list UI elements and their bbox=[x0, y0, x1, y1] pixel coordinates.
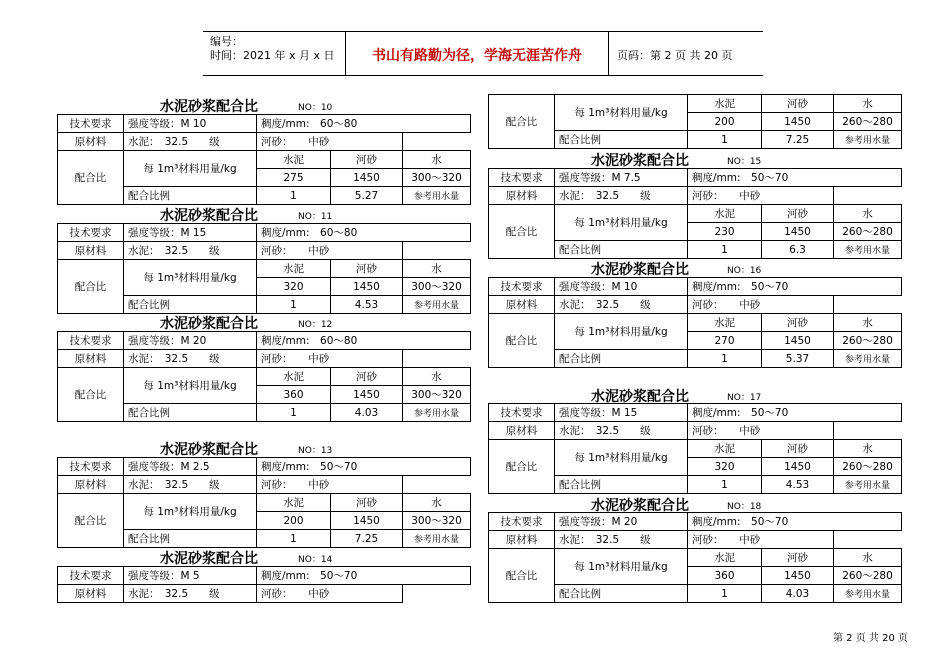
table-row bbox=[58, 368, 471, 386]
ratio-sand: 5.27 bbox=[331, 187, 403, 205]
ratio-label: 配合比例 bbox=[555, 476, 688, 494]
tech-req-label: 技术要求 bbox=[58, 224, 124, 242]
per-m3-label: 每 1m³材料用量/kg bbox=[555, 440, 688, 476]
qty-cement: 230 bbox=[688, 223, 762, 241]
cement-cell bbox=[124, 133, 257, 151]
col-cement-header: 水泥 bbox=[688, 205, 762, 223]
cement-cell bbox=[124, 242, 257, 260]
water-reference: 参考用水量 bbox=[834, 585, 902, 603]
sand-cell bbox=[257, 133, 403, 151]
table-row bbox=[58, 133, 471, 151]
cement-grade: 32.5 bbox=[164, 353, 189, 365]
qty-water: 300～320 bbox=[403, 386, 471, 404]
header-divider bbox=[608, 32, 609, 75]
qty-water: 300～320 bbox=[403, 512, 471, 530]
ratio-cement: 1 bbox=[688, 585, 762, 603]
strength-grade: 强度等级：M 2.5 bbox=[124, 458, 257, 476]
per-m3-label: 每 1m³材料用量/kg bbox=[555, 549, 688, 585]
sheet-title: 水泥砂浆配合比 bbox=[160, 208, 258, 224]
ratio-sand: 4.03 bbox=[762, 585, 834, 603]
sand-type: 中砂 bbox=[308, 353, 330, 365]
sand-label: 河砂： bbox=[692, 299, 719, 311]
table-row bbox=[489, 205, 902, 223]
cement-label: 水泥： bbox=[128, 479, 155, 491]
ratio-label: 配合比例 bbox=[124, 404, 257, 422]
raw-material-label: 原材料 bbox=[58, 585, 124, 603]
table-row bbox=[58, 567, 471, 585]
ratio-sand: 6.3 bbox=[762, 241, 834, 259]
table-row bbox=[489, 531, 902, 549]
sheet-title: 水泥砂浆配合比 bbox=[591, 389, 689, 405]
cement-grade-suffix: 级 bbox=[640, 425, 651, 437]
sand-label: 河砂： bbox=[692, 190, 719, 202]
cement-grade: 32.5 bbox=[595, 534, 620, 546]
consistency: 稠度/mm: 50～70 bbox=[688, 169, 902, 187]
raw-material-label: 原材料 bbox=[489, 296, 555, 314]
col-water-header: 水 bbox=[403, 151, 471, 169]
mix-ratio-table bbox=[488, 168, 902, 259]
sheet-number: NO：10 bbox=[298, 103, 333, 113]
sand-label: 河砂： bbox=[261, 479, 288, 491]
ratio-header-cell: 配合比 bbox=[489, 440, 555, 494]
header-page-label: 页码：第 2 页 共 20 页 bbox=[617, 49, 733, 62]
sand-label: 河砂： bbox=[261, 136, 288, 148]
sheet-number: NO：11 bbox=[298, 212, 333, 222]
sheet-number: NO：16 bbox=[727, 266, 762, 276]
water-reference: 参考用水量 bbox=[403, 530, 471, 548]
ratio-cement: 1 bbox=[688, 241, 762, 259]
col-cement-header: 水泥 bbox=[257, 368, 331, 386]
ratio-sand: 7.25 bbox=[762, 131, 834, 149]
raw-material-label: 原材料 bbox=[58, 476, 124, 494]
cement-label: 水泥： bbox=[559, 534, 586, 546]
tech-req-label: 技术要求 bbox=[58, 567, 124, 585]
per-m3-label: 每 1m³材料用量/kg bbox=[124, 260, 257, 296]
table-row bbox=[489, 549, 902, 567]
table-row bbox=[489, 440, 902, 458]
cement-grade-suffix: 级 bbox=[209, 353, 220, 365]
qty-cement: 320 bbox=[257, 278, 331, 296]
strength-grade: 强度等级：M 5 bbox=[124, 567, 257, 585]
qty-water: 260～280 bbox=[834, 223, 902, 241]
ratio-cement: 1 bbox=[257, 187, 331, 205]
table-row bbox=[489, 513, 902, 531]
ratio-sand: 7.25 bbox=[331, 530, 403, 548]
per-m3-label: 每 1m³材料用量/kg bbox=[555, 205, 688, 241]
cement-cell bbox=[124, 476, 257, 494]
col-cement-header: 水泥 bbox=[688, 314, 762, 332]
sand-cell bbox=[257, 476, 403, 494]
qty-sand: 1450 bbox=[762, 113, 834, 131]
cement-grade-suffix: 级 bbox=[640, 534, 651, 546]
cement-grade: 32.5 bbox=[164, 245, 189, 257]
qty-sand: 1450 bbox=[331, 512, 403, 530]
cement-label: 水泥： bbox=[128, 353, 155, 365]
ratio-header-cell: 配合比 bbox=[489, 205, 555, 259]
cement-grade-suffix: 级 bbox=[209, 588, 220, 600]
sand-cell bbox=[688, 422, 834, 440]
ratio-cement: 1 bbox=[257, 530, 331, 548]
col-water-header: 水 bbox=[834, 314, 902, 332]
table-row bbox=[489, 187, 902, 205]
sand-cell bbox=[257, 242, 403, 260]
tech-req-label: 技术要求 bbox=[489, 404, 555, 422]
sheet-number: NO：14 bbox=[298, 555, 333, 565]
ratio-header-cell: 配合比 bbox=[489, 95, 555, 149]
per-m3-label: 每 1m³材料用量/kg bbox=[124, 494, 257, 530]
sheet-number: NO：12 bbox=[298, 320, 333, 330]
col-sand-header: 河砂 bbox=[762, 205, 834, 223]
mix-ratio-table bbox=[488, 403, 902, 494]
footer-page-label: 第 2 页 共 20 页 bbox=[833, 633, 908, 644]
ratio-label: 配合比例 bbox=[555, 131, 688, 149]
col-water-header: 水 bbox=[403, 494, 471, 512]
qty-water: 260～280 bbox=[834, 458, 902, 476]
col-cement-header: 水泥 bbox=[257, 260, 331, 278]
col-water-header: 水 bbox=[834, 95, 902, 113]
sand-type: 中砂 bbox=[739, 299, 761, 311]
cement-cell bbox=[555, 187, 688, 205]
water-reference: 参考用水量 bbox=[403, 187, 471, 205]
qty-sand: 1450 bbox=[762, 223, 834, 241]
ratio-sand: 4.53 bbox=[762, 476, 834, 494]
consistency: 稠度/mm: 60～80 bbox=[257, 224, 471, 242]
ratio-sand: 4.53 bbox=[331, 296, 403, 314]
cement-grade-suffix: 级 bbox=[640, 190, 651, 202]
sheet-title: 水泥砂浆配合比 bbox=[591, 498, 689, 514]
qty-water: 260～280 bbox=[834, 332, 902, 350]
table-row bbox=[489, 169, 902, 187]
col-sand-header: 河砂 bbox=[762, 314, 834, 332]
sand-label: 河砂： bbox=[692, 425, 719, 437]
tech-req-label: 技术要求 bbox=[489, 278, 555, 296]
ratio-header-cell: 配合比 bbox=[58, 260, 124, 314]
water-reference: 参考用水量 bbox=[834, 476, 902, 494]
cement-grade-suffix: 级 bbox=[209, 136, 220, 148]
per-m3-label: 每 1m³材料用量/kg bbox=[555, 95, 688, 131]
qty-cement: 275 bbox=[257, 169, 331, 187]
per-m3-label: 每 1m³材料用量/kg bbox=[124, 151, 257, 187]
cement-grade: 32.5 bbox=[164, 479, 189, 491]
tech-req-label: 技术要求 bbox=[489, 513, 555, 531]
qty-water: 260～280 bbox=[834, 113, 902, 131]
qty-sand: 1450 bbox=[331, 169, 403, 187]
table-row bbox=[489, 314, 902, 332]
col-cement-header: 水泥 bbox=[688, 440, 762, 458]
sand-cell bbox=[688, 531, 834, 549]
sand-type: 中砂 bbox=[739, 425, 761, 437]
qty-water: 260～280 bbox=[834, 567, 902, 585]
ratio-header-cell: 配合比 bbox=[58, 494, 124, 548]
consistency: 稠度/mm: 60～80 bbox=[257, 115, 471, 133]
cement-label: 水泥： bbox=[128, 245, 155, 257]
ratio-cement: 1 bbox=[257, 404, 331, 422]
qty-cement: 320 bbox=[688, 458, 762, 476]
ratio-header-cell: 配合比 bbox=[58, 368, 124, 422]
raw-material-label: 原材料 bbox=[58, 242, 124, 260]
tech-req-label: 技术要求 bbox=[58, 115, 124, 133]
cement-cell bbox=[555, 422, 688, 440]
tech-req-label: 技术要求 bbox=[58, 458, 124, 476]
consistency: 稠度/mm: 50～70 bbox=[257, 458, 471, 476]
cement-cell bbox=[555, 531, 688, 549]
consistency: 稠度/mm: 50～70 bbox=[688, 404, 902, 422]
ratio-cement: 1 bbox=[688, 131, 762, 149]
col-cement-header: 水泥 bbox=[688, 95, 762, 113]
sheet-title: 水泥砂浆配合比 bbox=[591, 262, 689, 278]
ratio-sand: 5.37 bbox=[762, 350, 834, 368]
strength-grade: 强度等级：M 10 bbox=[555, 278, 688, 296]
col-sand-header: 河砂 bbox=[331, 260, 403, 278]
qty-cement: 360 bbox=[257, 386, 331, 404]
sand-cell bbox=[257, 585, 403, 603]
cement-grade: 32.5 bbox=[595, 425, 620, 437]
qty-sand: 1450 bbox=[331, 278, 403, 296]
sheet-title: 水泥砂浆配合比 bbox=[160, 316, 258, 332]
qty-water: 300～320 bbox=[403, 278, 471, 296]
mix-ratio-table bbox=[57, 223, 471, 314]
time-label: 时间：2021 年 x 月 x 日 bbox=[210, 49, 335, 62]
col-water-header: 水 bbox=[834, 205, 902, 223]
col-sand-header: 河砂 bbox=[762, 95, 834, 113]
cement-grade-suffix: 级 bbox=[209, 479, 220, 491]
header-motto: 书山有路勤为径，学海无涯苦作舟 bbox=[372, 48, 582, 64]
strength-grade: 强度等级：M 15 bbox=[124, 224, 257, 242]
table-row bbox=[489, 95, 902, 113]
sand-type: 中砂 bbox=[308, 479, 330, 491]
sand-type: 中砂 bbox=[308, 245, 330, 257]
qty-cement: 200 bbox=[257, 512, 331, 530]
sheet-number: NO：18 bbox=[727, 502, 762, 512]
code-label: 编号： bbox=[210, 35, 243, 48]
cement-label: 水泥： bbox=[559, 425, 586, 437]
ratio-label: 配合比例 bbox=[555, 350, 688, 368]
sheet-title: 水泥砂浆配合比 bbox=[160, 442, 258, 458]
ratio-header-cell: 配合比 bbox=[489, 314, 555, 368]
ratio-label: 配合比例 bbox=[124, 296, 257, 314]
sand-cell bbox=[688, 296, 834, 314]
cement-cell bbox=[555, 296, 688, 314]
cement-cell bbox=[124, 585, 257, 603]
raw-material-label: 原材料 bbox=[489, 531, 555, 549]
sand-cell bbox=[688, 187, 834, 205]
table-row bbox=[489, 404, 902, 422]
cement-grade: 32.5 bbox=[164, 136, 189, 148]
qty-sand: 1450 bbox=[331, 386, 403, 404]
sheet-title: 水泥砂浆配合比 bbox=[160, 99, 258, 115]
sheet-title: 水泥砂浆配合比 bbox=[591, 153, 689, 169]
per-m3-label: 每 1m³材料用量/kg bbox=[555, 314, 688, 350]
col-cement-header: 水泥 bbox=[688, 549, 762, 567]
qty-cement: 200 bbox=[688, 113, 762, 131]
ratio-cement: 1 bbox=[257, 296, 331, 314]
mix-ratio-table bbox=[57, 114, 471, 205]
raw-material-label: 原材料 bbox=[58, 133, 124, 151]
col-sand-header: 河砂 bbox=[331, 151, 403, 169]
qty-cement: 270 bbox=[688, 332, 762, 350]
water-reference: 参考用水量 bbox=[834, 241, 902, 259]
sand-type: 中砂 bbox=[308, 588, 330, 600]
table-row bbox=[489, 296, 902, 314]
cement-label: 水泥： bbox=[128, 136, 155, 148]
ratio-label: 配合比例 bbox=[555, 241, 688, 259]
qty-water: 300～320 bbox=[403, 169, 471, 187]
sand-type: 中砂 bbox=[308, 136, 330, 148]
cement-grade: 32.5 bbox=[164, 588, 189, 600]
strength-grade: 强度等级：M 15 bbox=[555, 404, 688, 422]
col-sand-header: 河砂 bbox=[762, 549, 834, 567]
ratio-label: 配合比例 bbox=[555, 585, 688, 603]
col-sand-header: 河砂 bbox=[762, 440, 834, 458]
mix-ratio-table bbox=[57, 331, 471, 422]
mix-ratio-table bbox=[488, 512, 902, 603]
col-water-header: 水 bbox=[834, 440, 902, 458]
ratio-header-cell: 配合比 bbox=[489, 549, 555, 603]
strength-grade: 强度等级：M 20 bbox=[124, 332, 257, 350]
raw-material-label: 原材料 bbox=[489, 187, 555, 205]
sand-type: 中砂 bbox=[739, 190, 761, 202]
sand-cell bbox=[257, 350, 403, 368]
table-row bbox=[489, 422, 902, 440]
qty-sand: 1450 bbox=[762, 458, 834, 476]
sand-type: 中砂 bbox=[739, 534, 761, 546]
col-water-header: 水 bbox=[834, 549, 902, 567]
mix-ratio-table bbox=[488, 277, 902, 368]
table-row bbox=[58, 585, 471, 603]
qty-sand: 1450 bbox=[762, 332, 834, 350]
sand-label: 河砂： bbox=[692, 534, 719, 546]
water-reference: 参考用水量 bbox=[834, 131, 902, 149]
water-reference: 参考用水量 bbox=[834, 350, 902, 368]
per-m3-label: 每 1m³材料用量/kg bbox=[124, 368, 257, 404]
cement-grade-suffix: 级 bbox=[209, 245, 220, 257]
col-sand-header: 河砂 bbox=[331, 494, 403, 512]
table-row bbox=[58, 458, 471, 476]
ratio-label: 配合比例 bbox=[124, 530, 257, 548]
qty-cement: 360 bbox=[688, 567, 762, 585]
raw-material-label: 原材料 bbox=[58, 350, 124, 368]
strength-grade: 强度等级：M 20 bbox=[555, 513, 688, 531]
table-row bbox=[58, 350, 471, 368]
sheet-title: 水泥砂浆配合比 bbox=[160, 551, 258, 567]
cement-label: 水泥： bbox=[128, 588, 155, 600]
table-row bbox=[489, 278, 902, 296]
consistency: 稠度/mm: 50～70 bbox=[688, 513, 902, 531]
consistency: 稠度/mm: 50～70 bbox=[257, 567, 471, 585]
table-row bbox=[58, 242, 471, 260]
cement-grade: 32.5 bbox=[595, 299, 620, 311]
tech-req-label: 技术要求 bbox=[489, 169, 555, 187]
ratio-header-cell: 配合比 bbox=[58, 151, 124, 205]
strength-grade: 强度等级：M 7.5 bbox=[555, 169, 688, 187]
table-row bbox=[58, 224, 471, 242]
sand-label: 河砂： bbox=[261, 588, 288, 600]
ratio-sand: 4.03 bbox=[331, 404, 403, 422]
col-water-header: 水 bbox=[403, 260, 471, 278]
table-row bbox=[58, 332, 471, 350]
table-row bbox=[58, 494, 471, 512]
ratio-label: 配合比例 bbox=[124, 187, 257, 205]
mix-ratio-table bbox=[57, 566, 471, 603]
water-reference: 参考用水量 bbox=[403, 404, 471, 422]
page-header bbox=[203, 31, 763, 76]
cement-grade: 32.5 bbox=[595, 190, 620, 202]
strength-grade: 强度等级：M 10 bbox=[124, 115, 257, 133]
cement-label: 水泥： bbox=[559, 299, 586, 311]
sheet-number: NO：13 bbox=[298, 446, 333, 456]
consistency: 稠度/mm: 50～70 bbox=[688, 278, 902, 296]
table-row bbox=[58, 476, 471, 494]
sheet-number: NO：17 bbox=[727, 393, 762, 403]
cement-grade-suffix: 级 bbox=[640, 299, 651, 311]
ratio-cement: 1 bbox=[688, 350, 762, 368]
sheet-number: NO：15 bbox=[727, 157, 762, 167]
table-row bbox=[58, 115, 471, 133]
cement-label: 水泥： bbox=[559, 190, 586, 202]
ratio-cement: 1 bbox=[688, 476, 762, 494]
header-left bbox=[210, 35, 335, 63]
table-row bbox=[58, 151, 471, 169]
consistency: 稠度/mm: 60～80 bbox=[257, 332, 471, 350]
col-sand-header: 河砂 bbox=[331, 368, 403, 386]
sand-label: 河砂： bbox=[261, 245, 288, 257]
tech-req-label: 技术要求 bbox=[58, 332, 124, 350]
raw-material-label: 原材料 bbox=[489, 422, 555, 440]
water-reference: 参考用水量 bbox=[403, 296, 471, 314]
cement-cell bbox=[124, 350, 257, 368]
col-cement-header: 水泥 bbox=[257, 494, 331, 512]
col-water-header: 水 bbox=[403, 368, 471, 386]
sand-label: 河砂： bbox=[261, 353, 288, 365]
mix-ratio-table bbox=[488, 94, 902, 149]
mix-ratio-table bbox=[57, 457, 471, 548]
qty-sand: 1450 bbox=[762, 567, 834, 585]
col-cement-header: 水泥 bbox=[257, 151, 331, 169]
table-row bbox=[58, 260, 471, 278]
